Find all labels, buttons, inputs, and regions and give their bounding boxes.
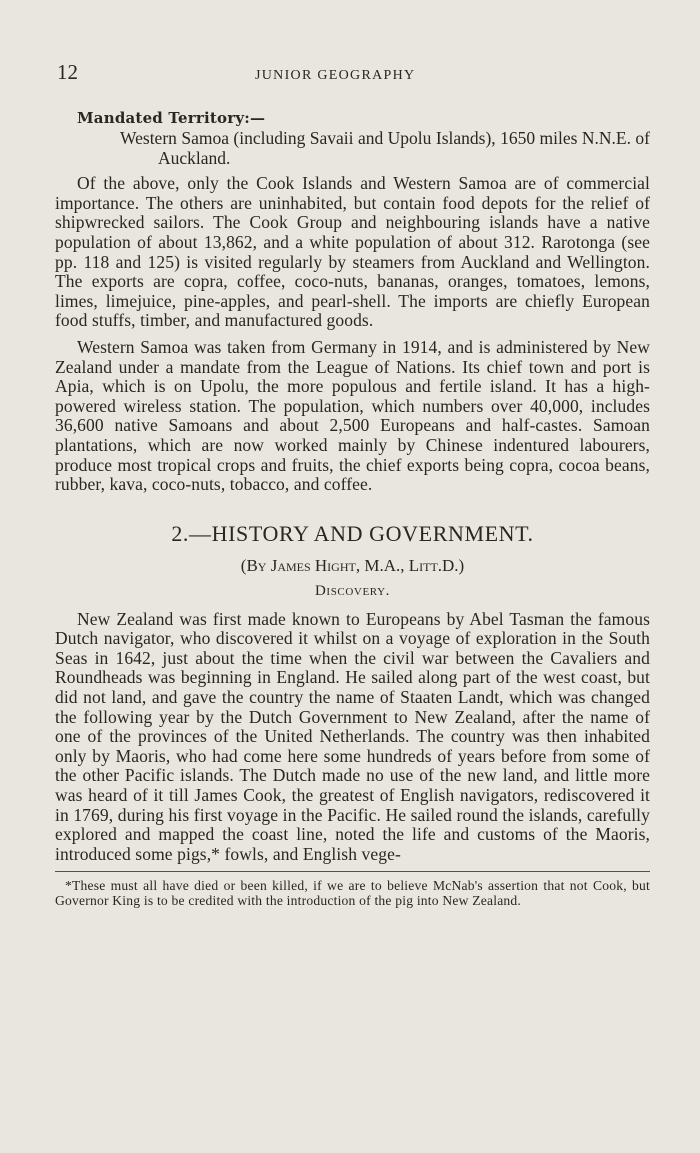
page-number: 12	[57, 60, 78, 84]
subsection-heading: Discovery.	[315, 582, 390, 599]
mandated-territory-heading: Mandated Territory:—	[77, 109, 266, 127]
paragraph-discovery: New Zealand was first made known to Europeans by Abel Tasman the famous Dutch navigator, who discovered it whilst on a voyage of exploration in the South Seas in 1642, just about the time when the civil war between the Cavaliers and Roundheads was beginning in England. He sailed along part of the west coast, but did not land, and gave the country the name of Staaten Landt, which was changed the following year by the Dutch Government to New Zealand, after the name of one of the provinces of the United Netherlands. The country was then inhabited only by Maoris, who had come here some hundreds of years before from some of the other Pacific islands. The Dutch made no use of the new land, and little more was heard of it till James Cook, the greatest of English navigators, rediscovered it in 1769, during his first voyage in the Pacific. He sailed round the islands, carefully explored and mapped the coast line, noted the life and customs of the Maoris, introduced some pigs,* fowls, and English vege-	[55, 608, 650, 864]
running-title: JUNIOR GEOGRAPHY	[255, 68, 416, 83]
paragraph-western-samoa: Western Samoa was taken from Germany in 1914, and is administered by New Zealand under a mandate from the League of Nations. Its chief town and port is Apia, which is on Upolu, the more populous and fertile island. It has a high-powered wireless station. The population, which numbers over 40,000, includes 36,600 native Samoans and about 2,500 Europeans and half-castes. Samoan plantations, which are now worked mainly by Chinese indentured labourers, produce most tropical crops and fruits, the chief exports being copra, cocoa beans, rubber, kava, coco-nuts, tobacco, and coffee.	[55, 336, 650, 495]
footnote: *These must all have died or been killed, if we are to believe McNab's assertion that not Cook, but Governor King is to be credited with the introduction of the pig into New Zealand.	[55, 878, 650, 909]
book-page	[55, 58, 650, 908]
author-byline: (By James Hight, M.A., Litt.D.)	[240, 555, 465, 575]
paragraph-cook-islands: Of the above, only the Cook Islands and Western Samoa are of commercial importance. The others are uninhabited, but contain food depots for the relief of shipwrecked sailors. The Cook Group and neighbouring islands have a native population of about 13,862, and a white population of about 312. Rarotonga (see pp. 118 and 125) is visited regularly by steamers from Auckland and Wellington. The exports are copra, coffee, coco-nuts, bananas, oranges, tomatoes, lemons, limes, limejuice, pine-apples, and pearl-shell. The imports are chiefly European food stuffs, timber, and manufactured goods.	[55, 173, 650, 331]
running-head	[55, 58, 650, 88]
footnote-divider	[55, 871, 650, 872]
mandated-territory-text: Western Samoa (including Savaii and Upolu Islands), 1650 miles N.N.E. of Auckland.	[120, 128, 650, 168]
section-heading: 2.—HISTORY AND GOVERNMENT.	[171, 520, 534, 546]
